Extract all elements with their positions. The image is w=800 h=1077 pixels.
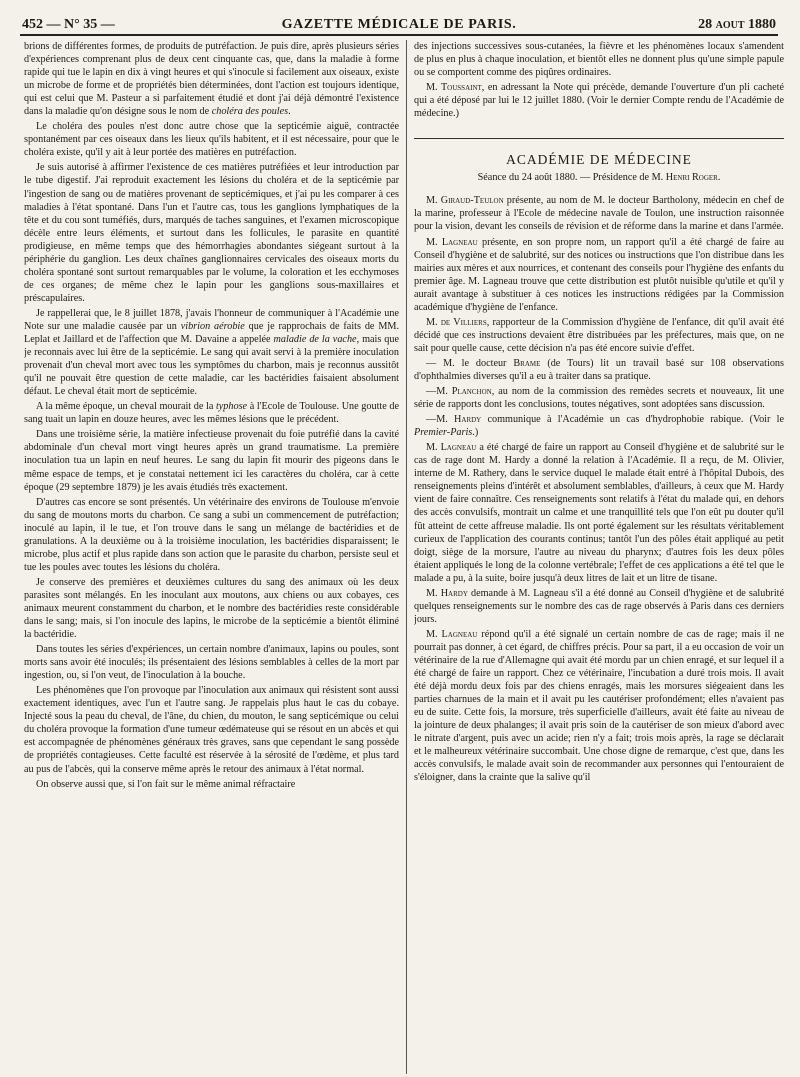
column-divider [406, 40, 407, 1074]
page-number: 452 — N° 35 — [22, 17, 115, 32]
paragraph-text: , rapporteur de la Commission d'hygiène de l'enfance, dit qu'il avait été décidé que ces instructions devaient être distribuées par les préfectures, mais que, on ne sait pour quelle cause, cette décision n'a pas été encore suivie d'effet. [414, 316, 784, 354]
date-month: AOUT [715, 20, 745, 31]
paragraph [24, 40, 399, 118]
paragraph [24, 120, 399, 159]
paragraph-text: (de Tours) lit un travail basé sur 108 observations d'ophthalmies diverses qu'il a eu à traiter dans sa pratique. [414, 357, 784, 382]
paragraph [414, 316, 784, 355]
session-line [414, 171, 784, 184]
speaker-name: Hardy [454, 414, 482, 426]
paragraph-text: à l'Ecole de Toulouse. Une goutte de sang tuait un lapin en douze heures, avec les mêmes lésions que le précédent. [24, 401, 399, 426]
speaker-name: M. Lagneau [426, 236, 478, 248]
paragraph-text: Je rappellerai que, le 8 juillet 1878, j'avais l'honneur de communiquer à l'Académie une Note sur une maladie causée par un [24, 307, 399, 332]
paragraph [24, 428, 399, 493]
paragraph-text: . [288, 106, 291, 118]
paragraph [414, 236, 784, 314]
paragraph-text: , en adressant la Note qui précède, demande l'ouverture d'un pli cacheté qui a été déposé par lui le 12 juillet 1880. (Voir le dernier Compte rendu de l'Académie de médecine.) [414, 82, 784, 120]
date-year: 1880 [748, 17, 776, 32]
paragraph [414, 81, 784, 120]
paragraph [414, 628, 784, 785]
president-name: Henri Roger [665, 172, 718, 184]
paragraph [24, 576, 399, 641]
speaker-name: Brame [513, 357, 541, 369]
italic-term: Premier-Paris [414, 427, 473, 439]
paragraph-text: On observe aussi que, si l'on fait sur le même animal réfractaire [36, 778, 296, 790]
paragraph-lead: — M. le docteur [426, 357, 514, 369]
paragraph [24, 161, 399, 305]
speaker-name: M. Giraud-Teulon [426, 195, 504, 207]
section-heading: ACADÉMIE DE MÉDECINE [506, 152, 692, 168]
paragraph-text: présente, en son propre nom, un rapport qu'il a été chargé de faire au Conseil d'hygiène et de salubrité, sur des notices ou instructions que l'on distribue dans les mairies aux mères et aux nourrices, et contenant des conseils pour l'hygiène des enfants du premier âge. M. Lagneau trouve que cette distribution est plutôt nuisible qu'utile et qu'il y aurait avantage à substituer à ces notices les instructions rédigées par la Commission académique d'hygiène de l'enfance. [414, 236, 784, 313]
paragraph [24, 400, 399, 426]
left-column [24, 40, 399, 1074]
paragraph-text: que je rapprochais de faits de MM. Leplat et Jaillard et de l'affection que M. Davaine a appelée [24, 320, 399, 346]
right-column [414, 40, 784, 1074]
italic-term: vibrion aérobie [180, 320, 245, 332]
italic-term: maladie de la vache [273, 334, 357, 346]
paragraph [414, 385, 784, 411]
paragraph [24, 684, 399, 775]
continued-article [414, 40, 784, 120]
paragraph-text: A la même époque, un cheval mourait de la [36, 401, 216, 413]
speaker-name: Planchon [451, 386, 492, 398]
paragraph [414, 587, 784, 626]
paragraph-text: a été chargé de faire un rapport au Conseil d'hygiène et de salubrité sur le cas de rage dont M. Hardy a donné la relation à l'Académie. Il a reçu, de M. Olivier, interne de M. Rathery, dans le service duquel le malade était entré à l'hôpital Dubois, des renseignements pleins d'intérêt et absolument semblables, d'ailleurs, à ceux que M. Hardy vient de faire connaître. Ces renseignements sont relatifs à l'état du malade qui, en dehors des accès convulsifs, montrait un calme et une tranquillité tels que l'on eût pu douter qu'il fût atteint de cette affreuse maladie. Ils ont porté également sur les résultats véritablement curieux de l'application des courants continus; tantôt l'un des pôles était appliqué au petit doigt, siège de la morsure, l'autre au niveau du pharynx; d'autres fois les deux pôles étaient appliqués le long de la colonne vertébrale; l'effet de ces applications a été tel que le malade a pu, à la suite, boire jusqu'à deux litres de lait et un litre de tisane. [414, 442, 784, 584]
paragraph [24, 643, 399, 682]
journal-title: GAZETTE MÉDICALE DE PARIS. [281, 17, 517, 32]
session-end: . [717, 172, 721, 184]
paragraph-lead: —M. [426, 414, 455, 426]
paragraph-text: Dans toutes les séries d'expériences, un certain nombre d'animaux, lapins ou poules, sont morts sans avoir été inoculés; ils présentaient des lésions semblables à celles de la mort par ingestion, ou, si l'on veut, de l'inoculation à la bouche. [24, 644, 399, 682]
speaker-name: M. de Villiers [426, 316, 487, 328]
paragraph [24, 778, 399, 791]
paragraph-text: des injections successives sous-cutanées, la fièvre et les phénomènes locaux s'amendent de plus en plus à chaque inoculation, et bientôt elles ne donnent plus qu'une simple papule ou se comportent comme des piqûres ordinaires. [414, 41, 784, 79]
speaker-name: M. Lagneau [426, 628, 478, 640]
paragraph-text: Les phénomènes que l'on provoque par l'inoculation aux animaux qui résistent sont aussi exactement identiques, avec l'un et l'autre sang. Je rappelais plus haut le cas du cobaye. Injecté sous la peau du cheval, de l'âne, du chien, du mouton, le sang septicémique ou celui du choléra provoque la formation d'une tumeur œdémateuse qui se résout en un abcès et qui est accompagnée de phénomènes généraux très graves, sans que cependant le sang possède de propriétés contagieuses. Cette faculté est réservée à la sérosité de l'œdème, et plus tard au pus de l'abcès, qui la conserve même après le retour des animaux à l'état normal. [24, 685, 399, 775]
italic-term: typhose [215, 401, 248, 413]
paragraph [414, 413, 784, 439]
section-divider [414, 138, 784, 139]
paragraph-text: Dans une troisième série, la matière infectieuse provenait du foie putréfié dans la cavité abdominale d'un cheval mort vingt heures après un grand traumatisme. La première inoculation tua un lapin en neuf heures. Le sang du lapin fit mourir des pigeons dans le même espace de temps, et je constatai nettement ici les caractères du choléra, car à cette époque (29 septembre 1879) je les avais étudiés très exactement. [24, 429, 399, 493]
paragraph [24, 496, 399, 574]
paragraph [414, 357, 784, 383]
issue-date [698, 17, 776, 33]
date-day: 28 [698, 17, 713, 32]
paragraph-text: Je conserve des premières et deuxièmes cultures du sang des animaux où les deux parasites sont mélangés. En les inoculant aux moutons, aux chiens ou aux cobayes, ces animaux meurent constamment du charbon, et le nombre des bactéridies reste considérable dans le sang; mais, si l'on inocule des lapins, le microbe de la septicémie a bientôt éliminé la bactéridie. [24, 576, 399, 641]
paragraph-text: communique à l'Académie un cas d'hydrophobie rabique. (Voir le [481, 414, 784, 426]
paragraph [414, 40, 784, 79]
page-header [20, 8, 778, 36]
paragraph-text: Le choléra des poules n'est donc autre chose que la septicémie aiguë, contractée spontanément par ces oiseaux dans les lieux qu'ils habitent, et il est nécessaire, pour que le choléra existe, qu'il y ait à leur portée des matières en putréfaction. [24, 121, 399, 159]
academy-proceedings [414, 194, 784, 784]
paragraph-text: demande à M. Lagneau s'il a été donné au Conseil d'hygiène et de salubrité quelques renseignements sur le nombre des cas de rage observés à Paris dans ces derniers jours. [414, 587, 784, 625]
paragraph [24, 307, 399, 398]
paragraph-text: Je suis autorisé à affirmer l'existence de ces matières putréfiées et leur introduction par le tube digestif. J'ai reproduit exactement les lésions du choléra et de la septicémie par l'ingestion de sang ou de matières provenant de septicémiques, et j'ai pu les comparer à ces maladies à l'état spontané. Dans l'un et l'autre cas, tous les ganglions lymphatiques de la tête et du cou sont tuméfiés, durs, marqués de taches sanguines, et l'examen microscopique décèle entre leurs éléments, et surtout dans les follicules, le parasite en quantité prodigieuse, en même temps que des hémorrhagies abondantes siégeant surtout à la périphérie du ganglion. Les deux chaînes ganglionnaires cervicales des oiseaux morts du choléra spontané sont surtout remarquables par le volume, la coloration et les ecchymoses de ces organes; de même chez le lapin pour les ganglions sous-maxillaires et préscapulaires. [24, 162, 399, 304]
paragraph-text: brions de différentes formes, de produits de putréfaction. Je puis dire, après plusieurs séries d'expériences comprenant plus de deux cent cinquante cas, que, dans la maladie à forme rapide qui tue le lapin en dix à vingt heures et qui s'inocule si facilement aux oiseaux, existe un microbe de forme et de propriétés bien déterminées, dont l'action est toujours identique, qui est celui que M. Pasteur a si parfaitement étudié et dont j'ai déjà démontré l'existence dans la maladie qu'on désigne sous le nom de [24, 41, 399, 118]
paragraph-text: , au nom de la commission des remèdes secrets et nouveaux, lit une série de rapports dont les conclusions, toutes négatives, sont adoptées sans discussion. [414, 386, 784, 411]
paragraph [414, 194, 784, 233]
paragraph [414, 441, 784, 585]
session-date: Séance du 24 août 1880. — Présidence de M. [477, 172, 666, 184]
speaker-name: M. Toussaint [426, 82, 482, 94]
speaker-name: M. Hardy [426, 587, 468, 599]
paragraph-text: présente, au nom de M. le docteur Bartholony, médecin en chef de la marine, professeur à l'Ecole de médecine navale de Toulon, une instruction raisonnée pour la vision, devant les conseils de révision et de réforme dans la marine et dans l'armée. [414, 195, 784, 233]
paragraph-text: , mais que je reconnais avec lui être de la septicémie. Le sang qui avait servi à la première inoculation provenait d'un cheval mort avec tous les symptômes du charbon, mais je reconnus aussitôt qu'il ne pouvait être question de cette maladie, car les bactéridies faisaient absolument défaut. Le cheval était mort de septicémie. [24, 334, 399, 398]
italic-term: choléra des poules [211, 106, 289, 118]
paragraph-text: .) [472, 427, 479, 439]
paragraph-text: D'autres cas encore se sont présentés. Un vétérinaire des environs de Toulouse m'envoie du sang de moutons morts du charbon. Ce sang a subi un commencement de putréfaction; inoculé au lapin, il le tue, et l'on trouve dans le sang un mélange de bactéridies et de granulations. A la deuxième ou à la troisième inoculation, les bactéridies disparaissent; le microbe, plus actif et plus rapide dans son action que le parasite du charbon, persiste seul et tue les poules avec toutes les lésions du choléra. [24, 496, 399, 573]
paragraph-lead: —M. [426, 386, 452, 398]
paragraph-text: répond qu'il a été signalé un certain nombre de cas de rage; mais il ne pourrait pas donner, à cet égard, de chiffres précis. Pour sa part, il a eu occasion de voir un vétérinaire de la rue d'Allemagne qui avait été mordu par un chien enragé, et sur lequel il a été chargé de faire un rapport. Chez ce vétérinaire, l'incubation a duré trois mois. Il avait été déjà mordu deux fois par des chiens enragés, mais les morsures siégeaient dans les parties charnues de la main et il avait pu les cautériser profondément; elles n'avaient pas eu de suite. Cette fois, la morsure, très superficielle d'ailleurs, avait été faite au niveau de la jointure de deux phalanges; il avait pris soin de la cautériser de son mieux d'abord avec le nitrate d'argent, puis avec un acide; rien n'y a fait; trois mois après, la rage se déclarait et le malheureux vétérinaire succombait. Une chose digne de remarque, c'est que, dans les accès convulsifs, le malade avait soin de recommander aux personnes qui l'entouraient de s'éloigner, dans la crainte que la salive qu'il [414, 628, 784, 784]
speaker-name: M. Lagneau [426, 442, 477, 454]
